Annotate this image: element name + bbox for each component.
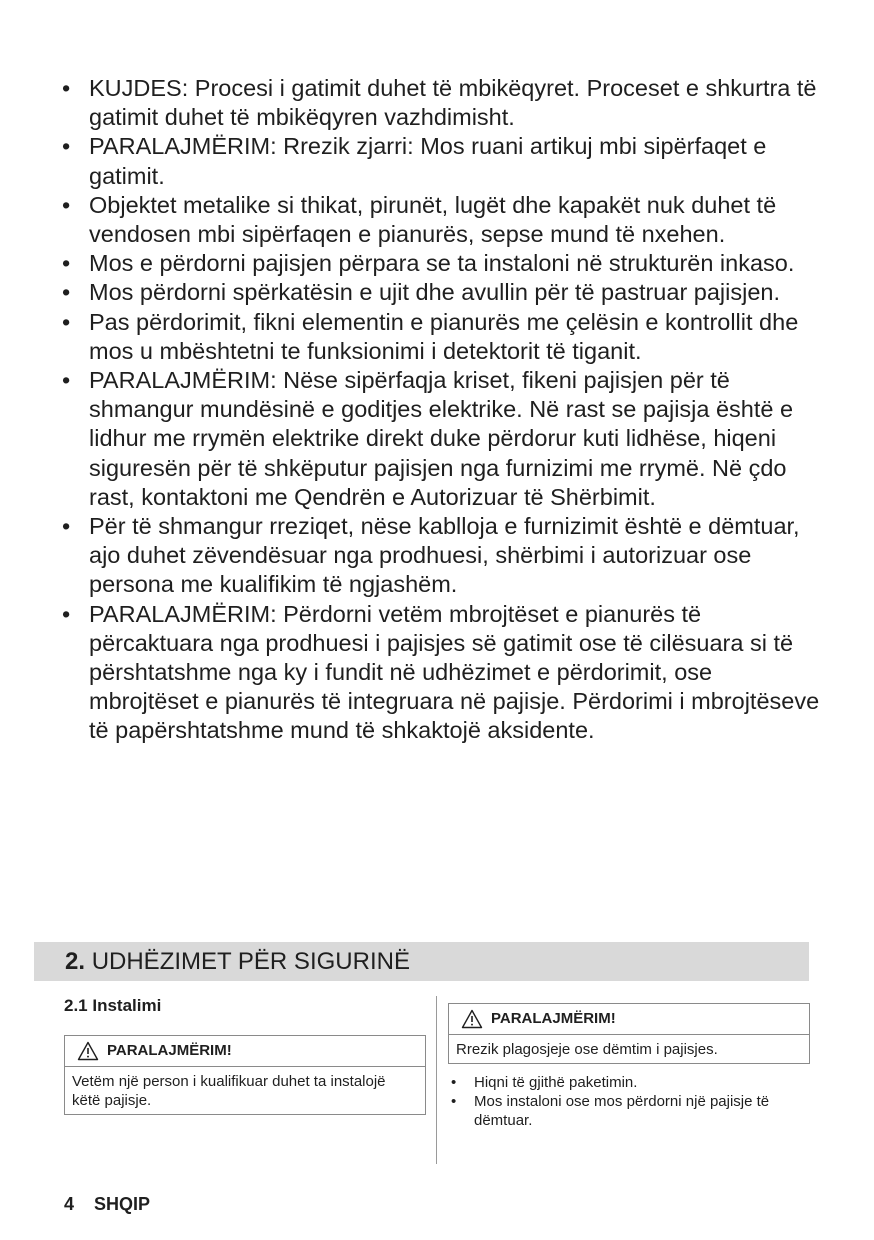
bullet-icon: • — [451, 1074, 457, 1091]
language-label: SHQIP — [94, 1194, 151, 1214]
bullet-icon: • — [62, 600, 71, 627]
list-item — [62, 191, 822, 249]
warning-header — [449, 1004, 809, 1035]
warning-header — [65, 1036, 425, 1067]
section-title-text: UDHËZIMET PËR SIGURINË — [91, 948, 410, 975]
list-item-text: KUJDES: Procesi i gatimit duhet të mbikëqyret. Proceset e shkurtra të gatimit duhet të mbikëqyren vazhdimisht. — [89, 75, 817, 131]
list-item-text: PARALAJMËRIM: Nëse sipërfaqja kriset, fikeni pajisjen për të shmangur mundësinë e goditjes elektrike. Në rast se pajisja është e lidhur me rrymën elektrike direkt duke përdorur kuti lidhëse, hiqeni siguresën për të shkëputur pajisjen nga furnizimi me rrymë. Në çdo rast, kontaktoni me Qendrën e Autorizuar të Shërbimit. — [89, 367, 794, 510]
list-item — [62, 512, 822, 600]
warning-box-installation — [64, 1035, 426, 1115]
list-item — [62, 278, 822, 307]
bullet-icon: • — [62, 191, 71, 218]
page-number: 4 — [64, 1194, 75, 1214]
bullet-icon: • — [62, 308, 71, 335]
safety-bullet-list — [62, 74, 822, 746]
bullet-icon: • — [62, 513, 71, 540]
warning-text: Vetëm një person i kualifikuar duhet ta instalojë këtë pajisje. — [72, 1073, 386, 1109]
list-item-text: Për të shmangur rreziqet, nëse kablloja e furnizimit është e dëmtuar, ajo duhet zëvendësuar nga prodhuesi, shërbimi i autorizuar ose persona me kualifikim të ngjashëm. — [89, 513, 800, 598]
column-divider — [436, 996, 437, 1164]
warning-label: PARALAJMËRIM! — [491, 1010, 616, 1027]
bullet-icon: • — [62, 367, 71, 394]
warning-triangle-icon — [461, 1009, 483, 1029]
list-item — [62, 600, 822, 746]
subsection-title: 2.1 Instalimi — [64, 996, 162, 1015]
list-item-text: Pas përdorimit, fikni elementin e pianurës me çelësin e kontrollit dhe mos u mbështetni te funksionimi i detektorit të tiganit. — [89, 308, 799, 364]
list-item-text: Mos përdorni spërkatësin e ujit dhe avullin për të pastruar pajisjen. — [89, 279, 781, 306]
list-item — [62, 74, 822, 132]
section-number: 2. — [65, 948, 86, 975]
list-item-text: PARALAJMËRIM: Rrezik zjarri: Mos ruani artikuj mbi sipërfaqet e gatimit. — [89, 133, 767, 189]
list-item — [448, 1073, 810, 1092]
bullet-icon: • — [451, 1093, 457, 1110]
list-item — [62, 249, 822, 278]
list-item — [62, 366, 822, 512]
list-item — [448, 1092, 810, 1130]
installation-bullet-list — [448, 1073, 810, 1130]
bullet-icon: • — [62, 133, 71, 160]
list-item — [62, 132, 822, 190]
list-item-text: Objektet metalike si thikat, pirunët, lugët dhe kapakët nuk duhet të vendosen mbi sipërfaqen e pianurës, sepse mund të nxehen. — [89, 191, 777, 248]
warning-label: PARALAJMËRIM! — [107, 1042, 232, 1059]
section-title — [65, 948, 410, 976]
list-item — [62, 308, 822, 366]
page-footer — [64, 1194, 150, 1215]
warning-triangle-icon — [77, 1041, 99, 1061]
list-item-text: Mos e përdorni pajisjen përpara se ta instaloni në strukturën inkaso. — [89, 250, 795, 277]
bullet-icon: • — [62, 250, 71, 277]
list-item-text: Hiqni të gjithë paketimin. — [474, 1074, 638, 1091]
bullet-icon: • — [62, 279, 71, 306]
warning-box-injury — [448, 1003, 810, 1064]
list-item-text: PARALAJMËRIM: Përdorni vetëm mbrojtëset e pianurës të përcaktuara nga prodhuesi i pajisjes së gatimit ose të cilësuara si të përshtatshme nga ky i fundit në udhëzimet e përdorimit, ose mbrojtëset e pianurës të integruara në pajisje. Përdorimi i mbrojtëseve të papërshtatshme mund të shkaktojë aksidente. — [89, 600, 820, 744]
warning-text: Rrezik plagosjeje ose dëmtim i pajisjes. — [456, 1041, 718, 1058]
bullet-icon: • — [62, 75, 71, 101]
list-item-text: Mos instaloni ose mos përdorni një pajisje të dëmtuar. — [474, 1093, 770, 1129]
section-header-bar — [34, 942, 809, 981]
